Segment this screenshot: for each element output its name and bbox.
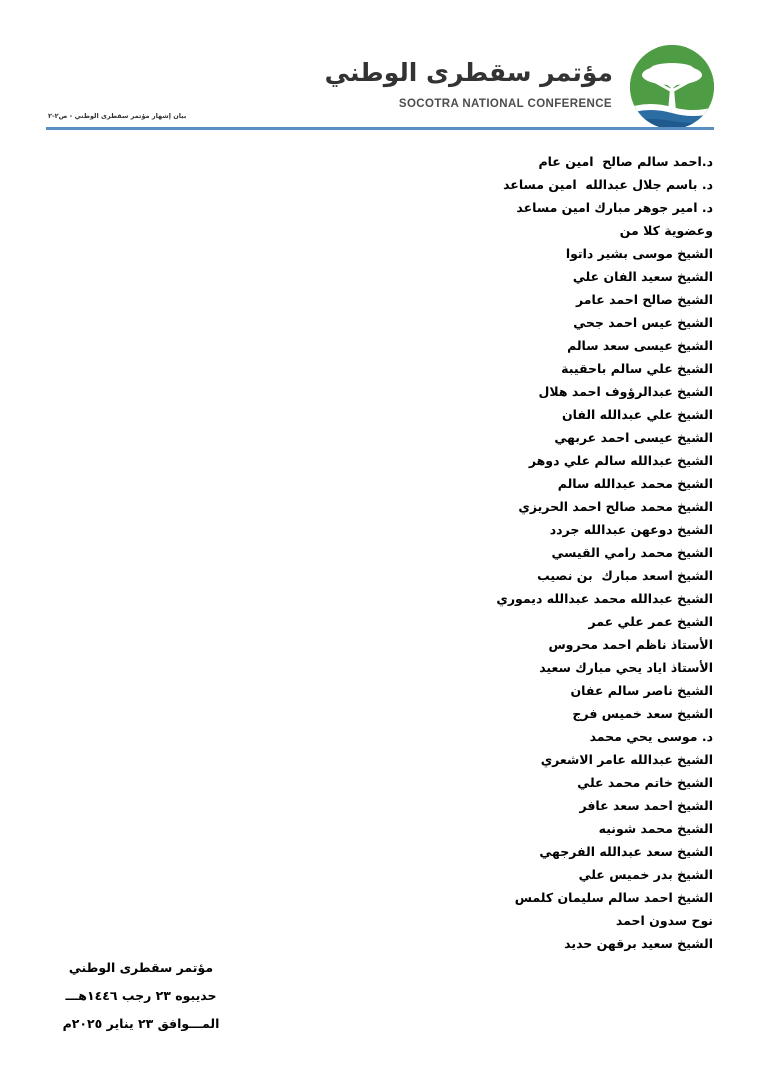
footer-date-gregorian: المـــوافق ٢٣ يناير ٢٠٢٥م	[62, 1016, 220, 1031]
signature-block	[46, 954, 236, 1038]
list-item: الشيخ عبدالله عامر الاشعري	[540, 752, 713, 767]
list-item: الشيخ عبدالرؤوف احمد هلال	[538, 384, 713, 399]
members-list	[496, 150, 713, 955]
list-item: الشيخ سعيد الفان علي	[572, 269, 713, 284]
list-item: الشيخ عبدالله سالم علي دوهر	[528, 453, 713, 468]
list-item: د. باسم جلال عبدالله امين مساعد	[503, 177, 713, 192]
list-item: الشيخ بدر خميس علي	[578, 867, 713, 882]
org-name-english: SOCOTRA NATIONAL CONFERENCE	[398, 98, 612, 110]
list-item: الشيخ اسعد مبارك بن نصيب	[537, 568, 713, 583]
list-item: الشيخ عمر علي عمر	[588, 614, 713, 629]
list-item: وعضوية كلا من	[619, 223, 713, 238]
list-item: الشيخ عيسى احمد عربهي	[554, 430, 713, 445]
list-item: الشيخ ناصر سالم عفان	[570, 683, 713, 698]
dragon-blood-tree-logo-icon	[630, 45, 714, 129]
statement-note: بيان إشهار مؤتمر سقطرى الوطني - ص٢-٢	[48, 112, 187, 120]
list-item: الشيخ سعد خميس فرج	[572, 706, 713, 721]
logo-graphic	[630, 45, 714, 129]
list-item: الشيخ موسى بشير داتوا	[565, 246, 713, 261]
list-item: الشيخ محمد شونيه	[598, 821, 713, 836]
list-item: الشيخ احمد سالم سليمان كلمس	[514, 890, 713, 905]
list-item: د.احمد سالم صالح امين عام	[538, 154, 713, 169]
list-item: الأستاذ اياد يحي مبارك سعيد	[539, 660, 713, 675]
list-item: نوح سدون احمد	[615, 913, 713, 928]
list-item: الشيخ عيس احمد جحي	[573, 315, 713, 330]
list-item: الشيخ محمد رامي القيسي	[551, 545, 713, 560]
list-item: د. امير جوهر مبارك امين مساعد	[516, 200, 713, 215]
list-item: الشيخ محمد عبدالله سالم	[557, 476, 713, 491]
list-item: الشيخ عبدالله محمد عبدالله ديموري	[496, 591, 713, 606]
list-item: الشيخ علي سالم باحقيبة	[561, 361, 713, 376]
header-divider	[46, 127, 714, 130]
list-item: الشيخ سعد عبدالله الفرجهي	[539, 844, 713, 859]
org-name-arabic: مؤتمر سقطرى الوطني	[324, 58, 613, 87]
letterhead	[0, 0, 763, 135]
list-item: الشيخ صالح احمد عامر	[576, 292, 713, 307]
list-item: الشيخ محمد صالح احمد الحريزي	[518, 499, 713, 514]
list-item: الشيخ سعيد برقهن حديد	[564, 936, 713, 951]
footer-date-hijri: حديبوه ٢٣ رجب ١٤٤٦هـــ	[65, 988, 217, 1003]
list-item: الشيخ خاتم محمد علي	[577, 775, 713, 790]
list-item: د. موسى يحي محمد	[589, 729, 713, 744]
list-item: الشيخ علي عبدالله الفان	[561, 407, 713, 422]
list-item: الشيخ احمد سعد عافر	[579, 798, 713, 813]
list-item: الشيخ دوعهن عبدالله جردد	[549, 522, 713, 537]
footer-org-name: مؤتمر سقطرى الوطني	[68, 960, 214, 975]
list-item: الشيخ عيسى سعد سالم	[567, 338, 713, 353]
list-item: الأستاذ ناظم احمد محروس	[548, 637, 713, 652]
